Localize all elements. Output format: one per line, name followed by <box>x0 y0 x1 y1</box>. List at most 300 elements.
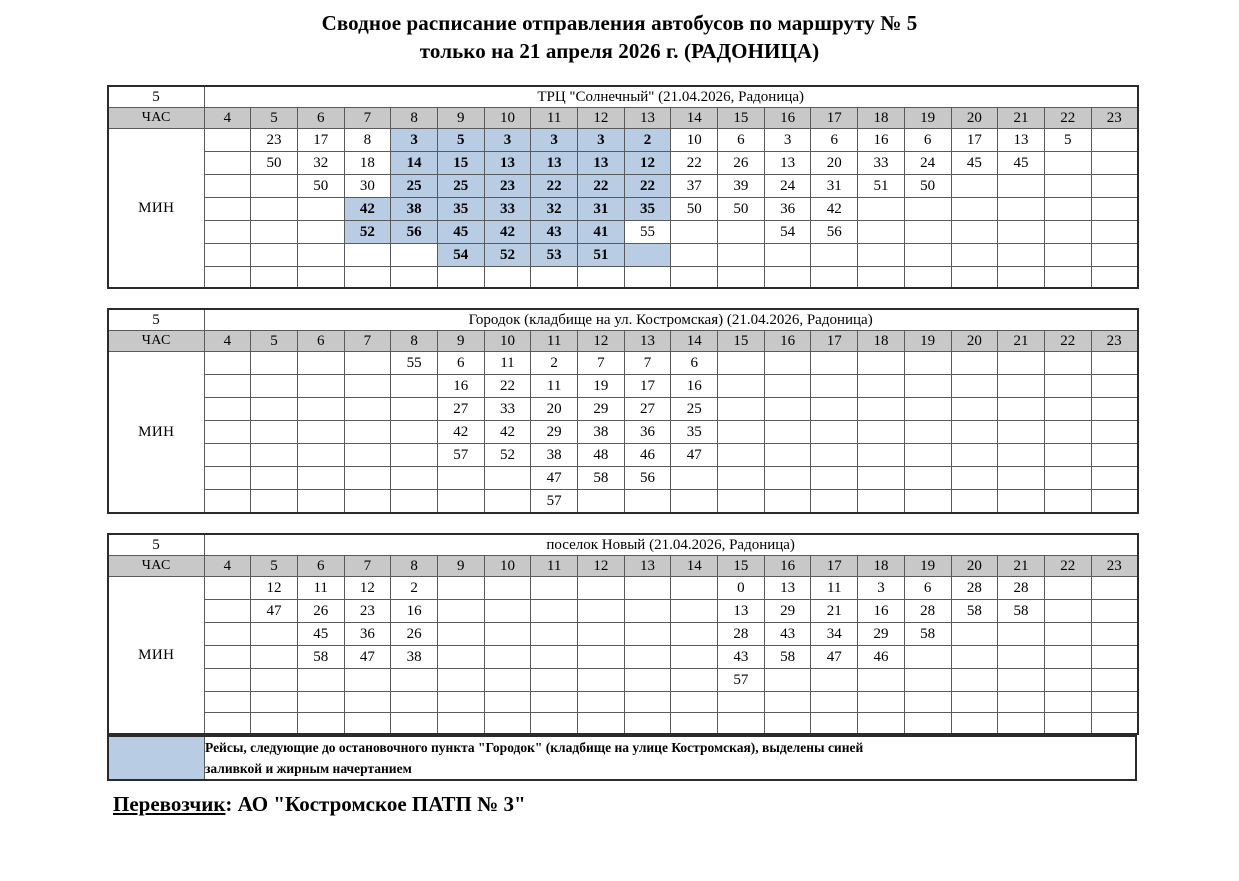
departure-cell: 45 <box>297 623 344 646</box>
departure-cell: 57 <box>718 669 765 692</box>
departure-cell: 13 <box>998 129 1045 152</box>
hour-header-cell: 14 <box>671 331 718 352</box>
hour-header-cell: 7 <box>344 331 391 352</box>
departure-cell-highlighted: 3 <box>578 129 625 152</box>
departure-cell: 58 <box>951 600 998 623</box>
departure-cell-highlighted: 45 <box>437 221 484 244</box>
departure-cell <box>251 713 298 735</box>
departure-cell <box>251 352 298 375</box>
departure-cell <box>251 244 298 267</box>
departure-cell <box>1044 198 1091 221</box>
departure-cell <box>531 600 578 623</box>
departure-cell <box>1044 267 1091 289</box>
hour-header-cell: 23 <box>1091 556 1138 577</box>
departure-cell: 47 <box>671 444 718 467</box>
departure-cell <box>204 398 251 421</box>
departure-cell <box>811 375 858 398</box>
departure-cell: 24 <box>904 152 951 175</box>
departure-cell: 46 <box>858 646 905 669</box>
departure-cell <box>858 692 905 713</box>
departure-cell <box>951 244 998 267</box>
hour-header-cell: 21 <box>998 556 1045 577</box>
departure-cell-highlighted <box>624 244 671 267</box>
departure-cell <box>858 352 905 375</box>
departure-cell: 16 <box>437 375 484 398</box>
table-row <box>108 267 1138 289</box>
departure-cell: 12 <box>344 577 391 600</box>
departure-cell <box>764 692 811 713</box>
departure-cell <box>251 221 298 244</box>
departure-cell <box>951 352 998 375</box>
departure-cell <box>811 713 858 735</box>
departure-cell <box>1091 467 1138 490</box>
hour-header-cell: 23 <box>1091 108 1138 129</box>
departure-cell <box>951 198 998 221</box>
departure-cell <box>858 713 905 735</box>
departure-cell: 11 <box>484 352 531 375</box>
departure-cell <box>391 398 438 421</box>
departure-cell <box>951 623 998 646</box>
departure-cell: 22 <box>484 375 531 398</box>
departure-cell <box>204 244 251 267</box>
departure-cell: 6 <box>811 129 858 152</box>
departure-cell <box>344 713 391 735</box>
table-row <box>108 669 1138 692</box>
departure-cell <box>251 646 298 669</box>
departure-cell <box>344 669 391 692</box>
departure-cell <box>718 692 765 713</box>
departure-cell <box>297 692 344 713</box>
table-row <box>108 490 1138 514</box>
hour-header-cell: 6 <box>297 108 344 129</box>
departure-cell <box>344 375 391 398</box>
departure-cell <box>531 623 578 646</box>
departure-cell <box>1044 421 1091 444</box>
departure-cell <box>484 490 531 514</box>
departure-cell: 57 <box>437 444 484 467</box>
departure-cell: 27 <box>624 398 671 421</box>
departure-cell <box>437 692 484 713</box>
hour-header-cell: 11 <box>531 331 578 352</box>
departure-cell <box>531 713 578 735</box>
departure-cell: 21 <box>811 600 858 623</box>
departure-cell <box>951 221 998 244</box>
departure-cell: 29 <box>531 421 578 444</box>
departure-cell <box>951 713 998 735</box>
departure-cell <box>297 221 344 244</box>
departure-cell <box>204 623 251 646</box>
departure-cell <box>858 267 905 289</box>
departure-cell <box>671 267 718 289</box>
departure-cell: 0 <box>718 577 765 600</box>
departure-cell: 50 <box>718 198 765 221</box>
hour-header-cell: 18 <box>858 108 905 129</box>
hour-header-cell: 22 <box>1044 556 1091 577</box>
departure-cell <box>1044 577 1091 600</box>
departure-cell <box>904 352 951 375</box>
departure-cell: 17 <box>624 375 671 398</box>
departure-cell <box>1091 175 1138 198</box>
departure-cell: 20 <box>811 152 858 175</box>
departure-cell <box>204 444 251 467</box>
departure-cell <box>251 623 298 646</box>
departure-cell: 58 <box>998 600 1045 623</box>
hour-header-cell: 8 <box>391 556 438 577</box>
departure-cell <box>718 375 765 398</box>
departure-cell: 29 <box>578 398 625 421</box>
departure-cell <box>624 490 671 514</box>
table-row <box>108 152 1138 175</box>
departure-cell <box>764 444 811 467</box>
departure-cell <box>1091 713 1138 735</box>
departure-cell <box>1044 244 1091 267</box>
departure-cell-highlighted: 13 <box>531 152 578 175</box>
departure-cell <box>1091 669 1138 692</box>
departure-cell <box>998 713 1045 735</box>
departure-cell: 28 <box>998 577 1045 600</box>
departure-cell-highlighted: 52 <box>484 244 531 267</box>
departure-cell <box>764 713 811 735</box>
departure-cell: 50 <box>904 175 951 198</box>
departure-cell <box>251 375 298 398</box>
departure-cell <box>344 244 391 267</box>
hour-header-cell: 18 <box>858 331 905 352</box>
hour-header-cell: 7 <box>344 108 391 129</box>
departure-cell-highlighted: 5 <box>437 129 484 152</box>
departure-cell <box>204 577 251 600</box>
departure-cell <box>297 669 344 692</box>
departure-cell <box>531 577 578 600</box>
departure-cell <box>624 267 671 289</box>
departure-cell: 36 <box>764 198 811 221</box>
departure-cell <box>718 467 765 490</box>
departure-cell: 47 <box>811 646 858 669</box>
departure-cell <box>718 267 765 289</box>
departure-cell <box>951 669 998 692</box>
departure-cell <box>904 198 951 221</box>
departure-cell <box>391 421 438 444</box>
table-row <box>108 421 1138 444</box>
departure-cell: 11 <box>297 577 344 600</box>
departure-cell <box>624 623 671 646</box>
departure-cell <box>437 467 484 490</box>
departure-cell <box>951 398 998 421</box>
departure-cell <box>951 692 998 713</box>
departure-cell: 6 <box>437 352 484 375</box>
departure-cell <box>578 646 625 669</box>
departure-cell: 26 <box>297 600 344 623</box>
departure-cell <box>671 669 718 692</box>
departure-cell-highlighted: 31 <box>578 198 625 221</box>
departure-cell <box>904 398 951 421</box>
schedule-table <box>107 308 1139 514</box>
departure-cell <box>344 398 391 421</box>
departure-cell <box>718 444 765 467</box>
table-row <box>108 623 1138 646</box>
hour-header-cell: 21 <box>998 331 1045 352</box>
table-row <box>108 600 1138 623</box>
departure-cell <box>204 467 251 490</box>
departure-cell <box>1091 490 1138 514</box>
departure-cell <box>204 175 251 198</box>
departure-cell <box>998 221 1045 244</box>
departure-cell <box>624 713 671 735</box>
departure-cell: 52 <box>484 444 531 467</box>
departure-cell <box>578 623 625 646</box>
departure-cell <box>204 352 251 375</box>
departure-cell <box>578 267 625 289</box>
departure-cell: 5 <box>1044 129 1091 152</box>
departure-cell: 37 <box>671 175 718 198</box>
departure-cell <box>671 623 718 646</box>
departure-cell <box>718 713 765 735</box>
departure-cell-highlighted: 38 <box>391 198 438 221</box>
minutes-label: МИН <box>108 129 204 289</box>
departure-cell <box>251 267 298 289</box>
hour-header-cell: 11 <box>531 556 578 577</box>
departure-cell: 27 <box>437 398 484 421</box>
departure-cell: 58 <box>904 623 951 646</box>
table-title-row <box>108 534 1138 556</box>
departure-cell <box>251 175 298 198</box>
departure-cell: 47 <box>344 646 391 669</box>
departure-cell: 54 <box>764 221 811 244</box>
departure-cell <box>204 375 251 398</box>
departure-cell <box>1044 152 1091 175</box>
hour-header-cell: 17 <box>811 108 858 129</box>
departure-cell <box>578 692 625 713</box>
departure-cell <box>904 646 951 669</box>
departure-cell <box>624 692 671 713</box>
departure-cell <box>1044 490 1091 514</box>
departure-cell <box>998 267 1045 289</box>
hour-header-cell: 19 <box>904 556 951 577</box>
departure-cell-highlighted: 12 <box>624 152 671 175</box>
departure-cell <box>718 221 765 244</box>
hour-header-cell: 16 <box>764 108 811 129</box>
departure-cell <box>204 692 251 713</box>
departure-cell <box>811 444 858 467</box>
departure-cell-highlighted: 52 <box>344 221 391 244</box>
departure-cell: 26 <box>391 623 438 646</box>
departure-cell-highlighted: 2 <box>624 129 671 152</box>
hour-header-cell: 14 <box>671 556 718 577</box>
page-title <box>0 0 1239 65</box>
hour-header-cell: 22 <box>1044 108 1091 129</box>
departure-cell-highlighted: 42 <box>344 198 391 221</box>
departure-cell: 45 <box>951 152 998 175</box>
departure-cell <box>624 669 671 692</box>
departure-cell: 36 <box>624 421 671 444</box>
legend-text-line-1: Рейсы, следующие до остановочного пункта "Городок" (кладбище на улице Костромская), выделены синей <box>205 740 864 755</box>
hour-header-cell: 15 <box>718 108 765 129</box>
legend-row <box>108 736 1136 780</box>
departure-cell: 50 <box>297 175 344 198</box>
departure-cell <box>764 421 811 444</box>
departure-cell <box>484 692 531 713</box>
departure-cell <box>858 398 905 421</box>
departure-cell <box>1044 352 1091 375</box>
departure-cell <box>998 352 1045 375</box>
departure-cell <box>531 692 578 713</box>
departure-cell <box>251 421 298 444</box>
departure-cell: 33 <box>484 398 531 421</box>
departure-cell-highlighted: 56 <box>391 221 438 244</box>
departure-cell <box>998 421 1045 444</box>
departure-cell <box>671 600 718 623</box>
legend-table <box>107 735 1137 781</box>
departure-cell: 24 <box>764 175 811 198</box>
departure-cell: 3 <box>858 577 905 600</box>
stop-name: поселок Новый (21.04.2026, Радоница) <box>204 534 1138 556</box>
departure-cell: 8 <box>344 129 391 152</box>
departure-cell: 33 <box>858 152 905 175</box>
departure-cell: 3 <box>764 129 811 152</box>
departure-cell <box>391 669 438 692</box>
departure-cell-highlighted: 23 <box>484 175 531 198</box>
hour-header-cell: 12 <box>578 556 625 577</box>
route-number: 5 <box>108 86 204 108</box>
hour-header-label: ЧАС <box>108 331 204 352</box>
stop-name: ТРЦ "Солнечный" (21.04.2026, Радоница) <box>204 86 1138 108</box>
hour-header-cell: 14 <box>671 108 718 129</box>
carrier-footer <box>0 781 1239 817</box>
departure-cell <box>998 398 1045 421</box>
departure-cell <box>391 467 438 490</box>
departure-cell-highlighted: 15 <box>437 152 484 175</box>
departure-cell: 6 <box>904 129 951 152</box>
departure-cell <box>998 244 1045 267</box>
departure-cell <box>251 398 298 421</box>
departure-cell <box>1091 198 1138 221</box>
departure-cell: 38 <box>531 444 578 467</box>
departure-cell <box>297 490 344 514</box>
departure-cell-highlighted: 13 <box>578 152 625 175</box>
departure-cell-highlighted: 3 <box>484 129 531 152</box>
departure-cell: 28 <box>718 623 765 646</box>
departure-cell <box>811 267 858 289</box>
departure-cell <box>624 600 671 623</box>
departure-cell <box>391 490 438 514</box>
hour-header-cell: 9 <box>437 108 484 129</box>
departure-cell-highlighted: 32 <box>531 198 578 221</box>
departure-cell <box>531 646 578 669</box>
departure-cell <box>1044 669 1091 692</box>
schedule-table <box>107 85 1139 289</box>
departure-cell <box>951 421 998 444</box>
departure-cell <box>578 577 625 600</box>
departure-cell: 28 <box>951 577 998 600</box>
hour-header-label: ЧАС <box>108 556 204 577</box>
departure-cell <box>251 444 298 467</box>
hour-header-cell: 5 <box>251 556 298 577</box>
table-row <box>108 221 1138 244</box>
departure-cell <box>391 267 438 289</box>
departure-cell <box>344 267 391 289</box>
departure-cell <box>951 467 998 490</box>
departure-cell: 31 <box>811 175 858 198</box>
departure-cell <box>1091 421 1138 444</box>
departure-cell: 19 <box>578 375 625 398</box>
departure-cell <box>1044 623 1091 646</box>
departure-cell <box>998 490 1045 514</box>
departure-cell <box>671 221 718 244</box>
departure-cell <box>1091 577 1138 600</box>
hour-header-cell: 16 <box>764 331 811 352</box>
departure-cell-highlighted: 22 <box>578 175 625 198</box>
hour-header-cell: 9 <box>437 331 484 352</box>
departure-cell: 16 <box>858 129 905 152</box>
departure-cell <box>858 421 905 444</box>
hour-header-cell: 18 <box>858 556 905 577</box>
departure-cell-highlighted: 3 <box>531 129 578 152</box>
departure-cell: 6 <box>904 577 951 600</box>
departure-cell <box>1044 467 1091 490</box>
hour-header-cell: 7 <box>344 556 391 577</box>
departure-cell-highlighted: 25 <box>391 175 438 198</box>
departure-cell <box>344 490 391 514</box>
departure-cell <box>1044 713 1091 735</box>
departure-cell <box>1091 600 1138 623</box>
departure-cell <box>297 267 344 289</box>
departure-cell: 57 <box>531 490 578 514</box>
departure-cell <box>904 244 951 267</box>
departure-cell <box>484 713 531 735</box>
departure-cell <box>578 490 625 514</box>
departure-cell <box>204 646 251 669</box>
departure-cell <box>391 692 438 713</box>
departure-cell <box>951 444 998 467</box>
page-title-line-2: только на 21 апреля 2026 г. (РАДОНИЦА) <box>419 39 820 63</box>
route-number: 5 <box>108 309 204 331</box>
hour-header-cell: 13 <box>624 331 671 352</box>
departure-cell <box>904 444 951 467</box>
departure-cell: 55 <box>391 352 438 375</box>
departure-cell <box>811 352 858 375</box>
table-row <box>108 467 1138 490</box>
departure-cell <box>671 490 718 514</box>
hour-header-cell: 5 <box>251 331 298 352</box>
departure-cell <box>578 713 625 735</box>
departure-cell <box>437 267 484 289</box>
departure-cell <box>391 444 438 467</box>
departure-cell <box>484 267 531 289</box>
departure-cell <box>998 444 1045 467</box>
departure-cell: 16 <box>391 600 438 623</box>
departure-cell <box>437 623 484 646</box>
departure-cell <box>484 577 531 600</box>
departure-cell <box>671 692 718 713</box>
departure-cell <box>764 375 811 398</box>
table-row <box>108 352 1138 375</box>
departure-cell <box>251 692 298 713</box>
departure-cell <box>437 490 484 514</box>
departure-cell <box>764 467 811 490</box>
departure-cell <box>344 352 391 375</box>
hour-header-cell: 10 <box>484 331 531 352</box>
hour-header-cell: 12 <box>578 108 625 129</box>
departure-cell: 16 <box>858 600 905 623</box>
table-row <box>108 692 1138 713</box>
table-row <box>108 577 1138 600</box>
departure-cell <box>204 198 251 221</box>
table-title-row <box>108 309 1138 331</box>
departure-cell <box>204 490 251 514</box>
departure-cell <box>437 600 484 623</box>
departure-cell <box>391 713 438 735</box>
hour-header-cell: 22 <box>1044 331 1091 352</box>
departure-cell-highlighted: 41 <box>578 221 625 244</box>
